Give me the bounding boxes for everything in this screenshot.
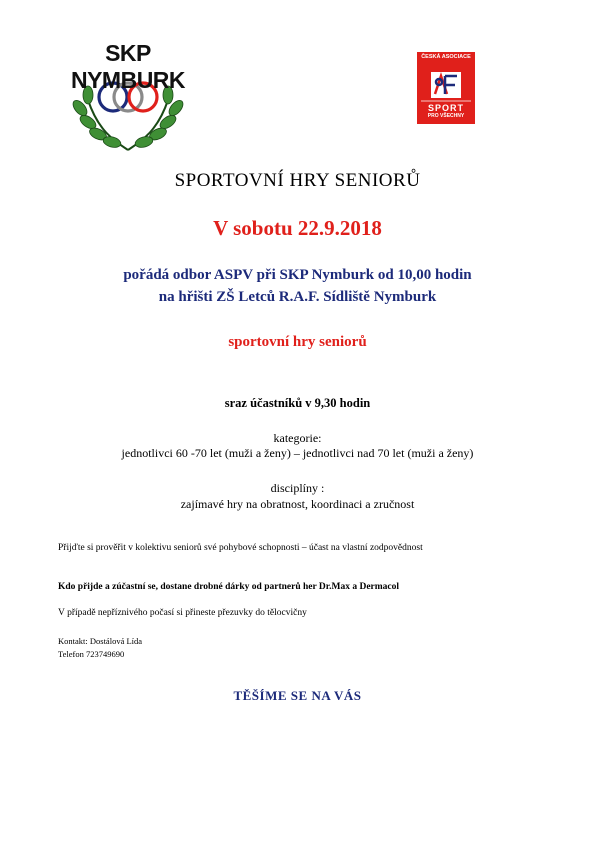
event-title: SPORTOVNÍ HRY SENIORŮ [174,170,421,191]
disciplines-text: zajímavé hry na obratnost, koordinaci a zručnost [180,497,415,511]
contact-phone: Telefon 723749690 [58,649,125,659]
event-date: V sobotu 22.9.2018 [213,216,382,240]
categories-text: jednotlivci 60 -70 let (muži a ženy) – jednotlivci nad 70 let (muži a ženy) [121,446,474,460]
prizes-note: Kdo přijde a zúčastní se, dostane drobné dárky od partnerů her Dr.Max a Dermacol [58,582,400,592]
aspv-logo-pro-text: PRO VŠECHNY [427,113,465,119]
event-subtitle: sportovní hry seniorů [228,334,367,350]
organizer-line-1: pořádá odbor ASPV při SKP Nymburk od 10,00 hodin [123,267,472,283]
closing-text: TĚŠÍME SE NA VÁS [233,688,362,703]
meeting-time: sraz účastníků v 9,30 hodin [224,396,371,410]
participation-note: Přijďte si prověřit v kolektivu seniorů své pohybové schopnosti – účast na vlastní zodpovědnost [58,543,423,553]
contact-name: Kontakt: Dostálová Lída [58,636,143,646]
disciplines-label: disciplíny : [270,481,325,495]
organizer-block [0,264,595,308]
weather-note: V případě nepříznivého počasí si přineste přezuvky do tělocvičny [58,608,307,618]
aspv-logo-top-text: ČESKÁ ASOCIACE [421,54,471,60]
aspv-logo-sport-text: SPORT [427,103,464,113]
organizer-line-2: na hřišti ZŠ Letců R.A.F. Sídliště Nymburk [158,289,437,305]
categories-label: kategorie: [273,431,322,445]
skp-nymburk-logo-text: SKP NYMBURK [70,40,186,93]
